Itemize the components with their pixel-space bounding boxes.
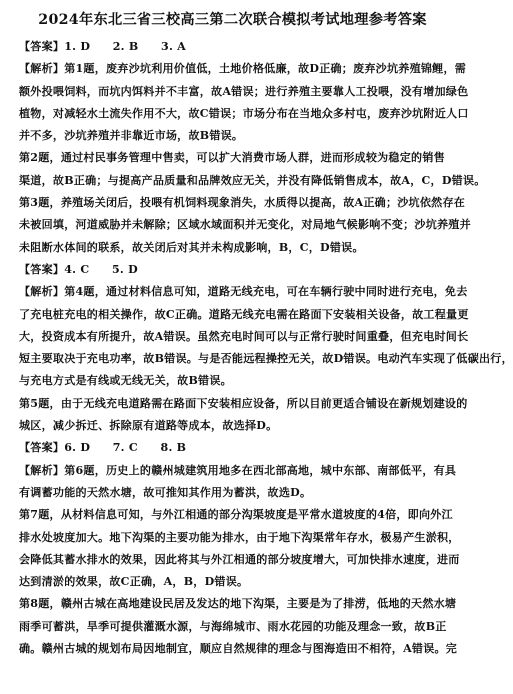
text-line: 【解析】第6题，历史上的赣州城建筑用地多在西北部高地，城中东部、南部低平，有具 bbox=[19, 463, 457, 477]
text-line: 第5题，由于无线充电道路需在路面下安装相应设备，所以目前更适合铺设在新规划建设的 bbox=[19, 396, 468, 410]
text-line: 渠道，故B正确；与提高产品质量和品牌效应无关，并没有降低销售成本，故A，C，D错误。 bbox=[19, 173, 486, 187]
text-line: 【解析】第4题，通过材料信息可知，道路无线充电，可在车辆行驶中同时进行充电，免去 bbox=[19, 285, 468, 299]
text-line: 城区，减少拆迁、拆除原有道路等成本，故选择D。 bbox=[19, 419, 278, 433]
text-line: 确。赣州古城的规划布局因地制宜，顺应自然规律的理念与图海造田不相符，A错误。完 bbox=[19, 642, 458, 656]
text-line: 第2题，通过村民事务管理中售卖，可以扩大消费市场人群，进而形成较为稳定的销售 bbox=[19, 151, 445, 165]
text-line: 未阻断水体间的联系，故关闭后对其并未构成影响，B，C，D错误。 bbox=[19, 240, 364, 254]
text-line: 【解析】第1题，废弃沙坑利用价值低，土地价格低廉，故D正确；废弃沙坑养殖锦鲤，需 bbox=[19, 62, 467, 76]
text-line: 额外投喂饲料，而坑内饵料并不丰富，故A错误；进行养殖主要靠人工投喂，没有增加绿色 bbox=[19, 84, 469, 98]
text-line: 与充电方式是有线或无线无关，故B错误。 bbox=[19, 374, 232, 388]
answer-key-line: 【答案】1. D 2. B 3. A bbox=[19, 40, 186, 53]
text-line: 并不多，沙坑养殖并非靠近市场，故B错误。 bbox=[19, 129, 244, 143]
text-line: 雨季可蓄洪，旱季可提供灌溉水源，与海绵城市、雨水花园的功能及理念一致，故B正 bbox=[19, 619, 447, 633]
text-line: 第3题，养殖场关闭后，投喂有机饲料现象消失，水质得以提高，故A正确；沙坑依然存在 bbox=[19, 196, 466, 210]
document-body bbox=[19, 36, 513, 660]
answer-key-line: 【答案】4. C 5. D bbox=[19, 262, 138, 276]
text-line: 达到清淤的效果，故C正确，A，B，D错误。 bbox=[19, 575, 249, 589]
answer-key-line: 【答案】6. D 7. C 8. B bbox=[19, 441, 187, 455]
document-title: 2024年东北三省三校高三第二次联合模拟考试地理参考答案 bbox=[38, 12, 427, 28]
text-line: 了充电桩充电的相关操作，故C正确。道路无线充电需在路面下安装相关设备，故工程量更 bbox=[19, 307, 469, 321]
text-line: 会降低其蓄水排水的效果，因此将其与外江相通的部分坡度增大，可加快排水速度，进而 bbox=[19, 552, 460, 566]
text-line: 大，投资成本有所提升，故A错误。虽然充电时间可以与正常行驶时间重叠，但充电时间长 bbox=[19, 329, 469, 343]
text-line: 植物，对减轻水土流失作用不大，故C错误；市场分布在当地众多村屯，废弃沙坑附近人口 bbox=[19, 106, 469, 120]
text-line: 第8题，赣州古城在高地建设民居及发达的地下沟渠，主要是为了排涝，低地的天然水塘 bbox=[19, 597, 457, 611]
text-line: 排水处坡度加大。地下沟渠的主要功能为排水，由于地下沟渠常年存水，极易产生淤积， bbox=[19, 530, 460, 544]
text-line: 短主要取决于充电功率，故B错误。与是否能远程操控无关，故D错误。电动汽车实现了低碳出行， bbox=[19, 352, 513, 366]
text-line: 第7题，从材料信息可知，与外江相通的部分沟渠坡度是平常水道坡度的4倍，即向外江 bbox=[19, 508, 453, 522]
text-line: 未被回填，河道威胁并未解除；区域水域面积并无变化，对局地气候影响不变；沙坑养殖并 bbox=[19, 218, 471, 232]
text-line: 有调蓄功能的天然水塘，故可推知其作用为蓄洪，故选D。 bbox=[19, 485, 312, 499]
